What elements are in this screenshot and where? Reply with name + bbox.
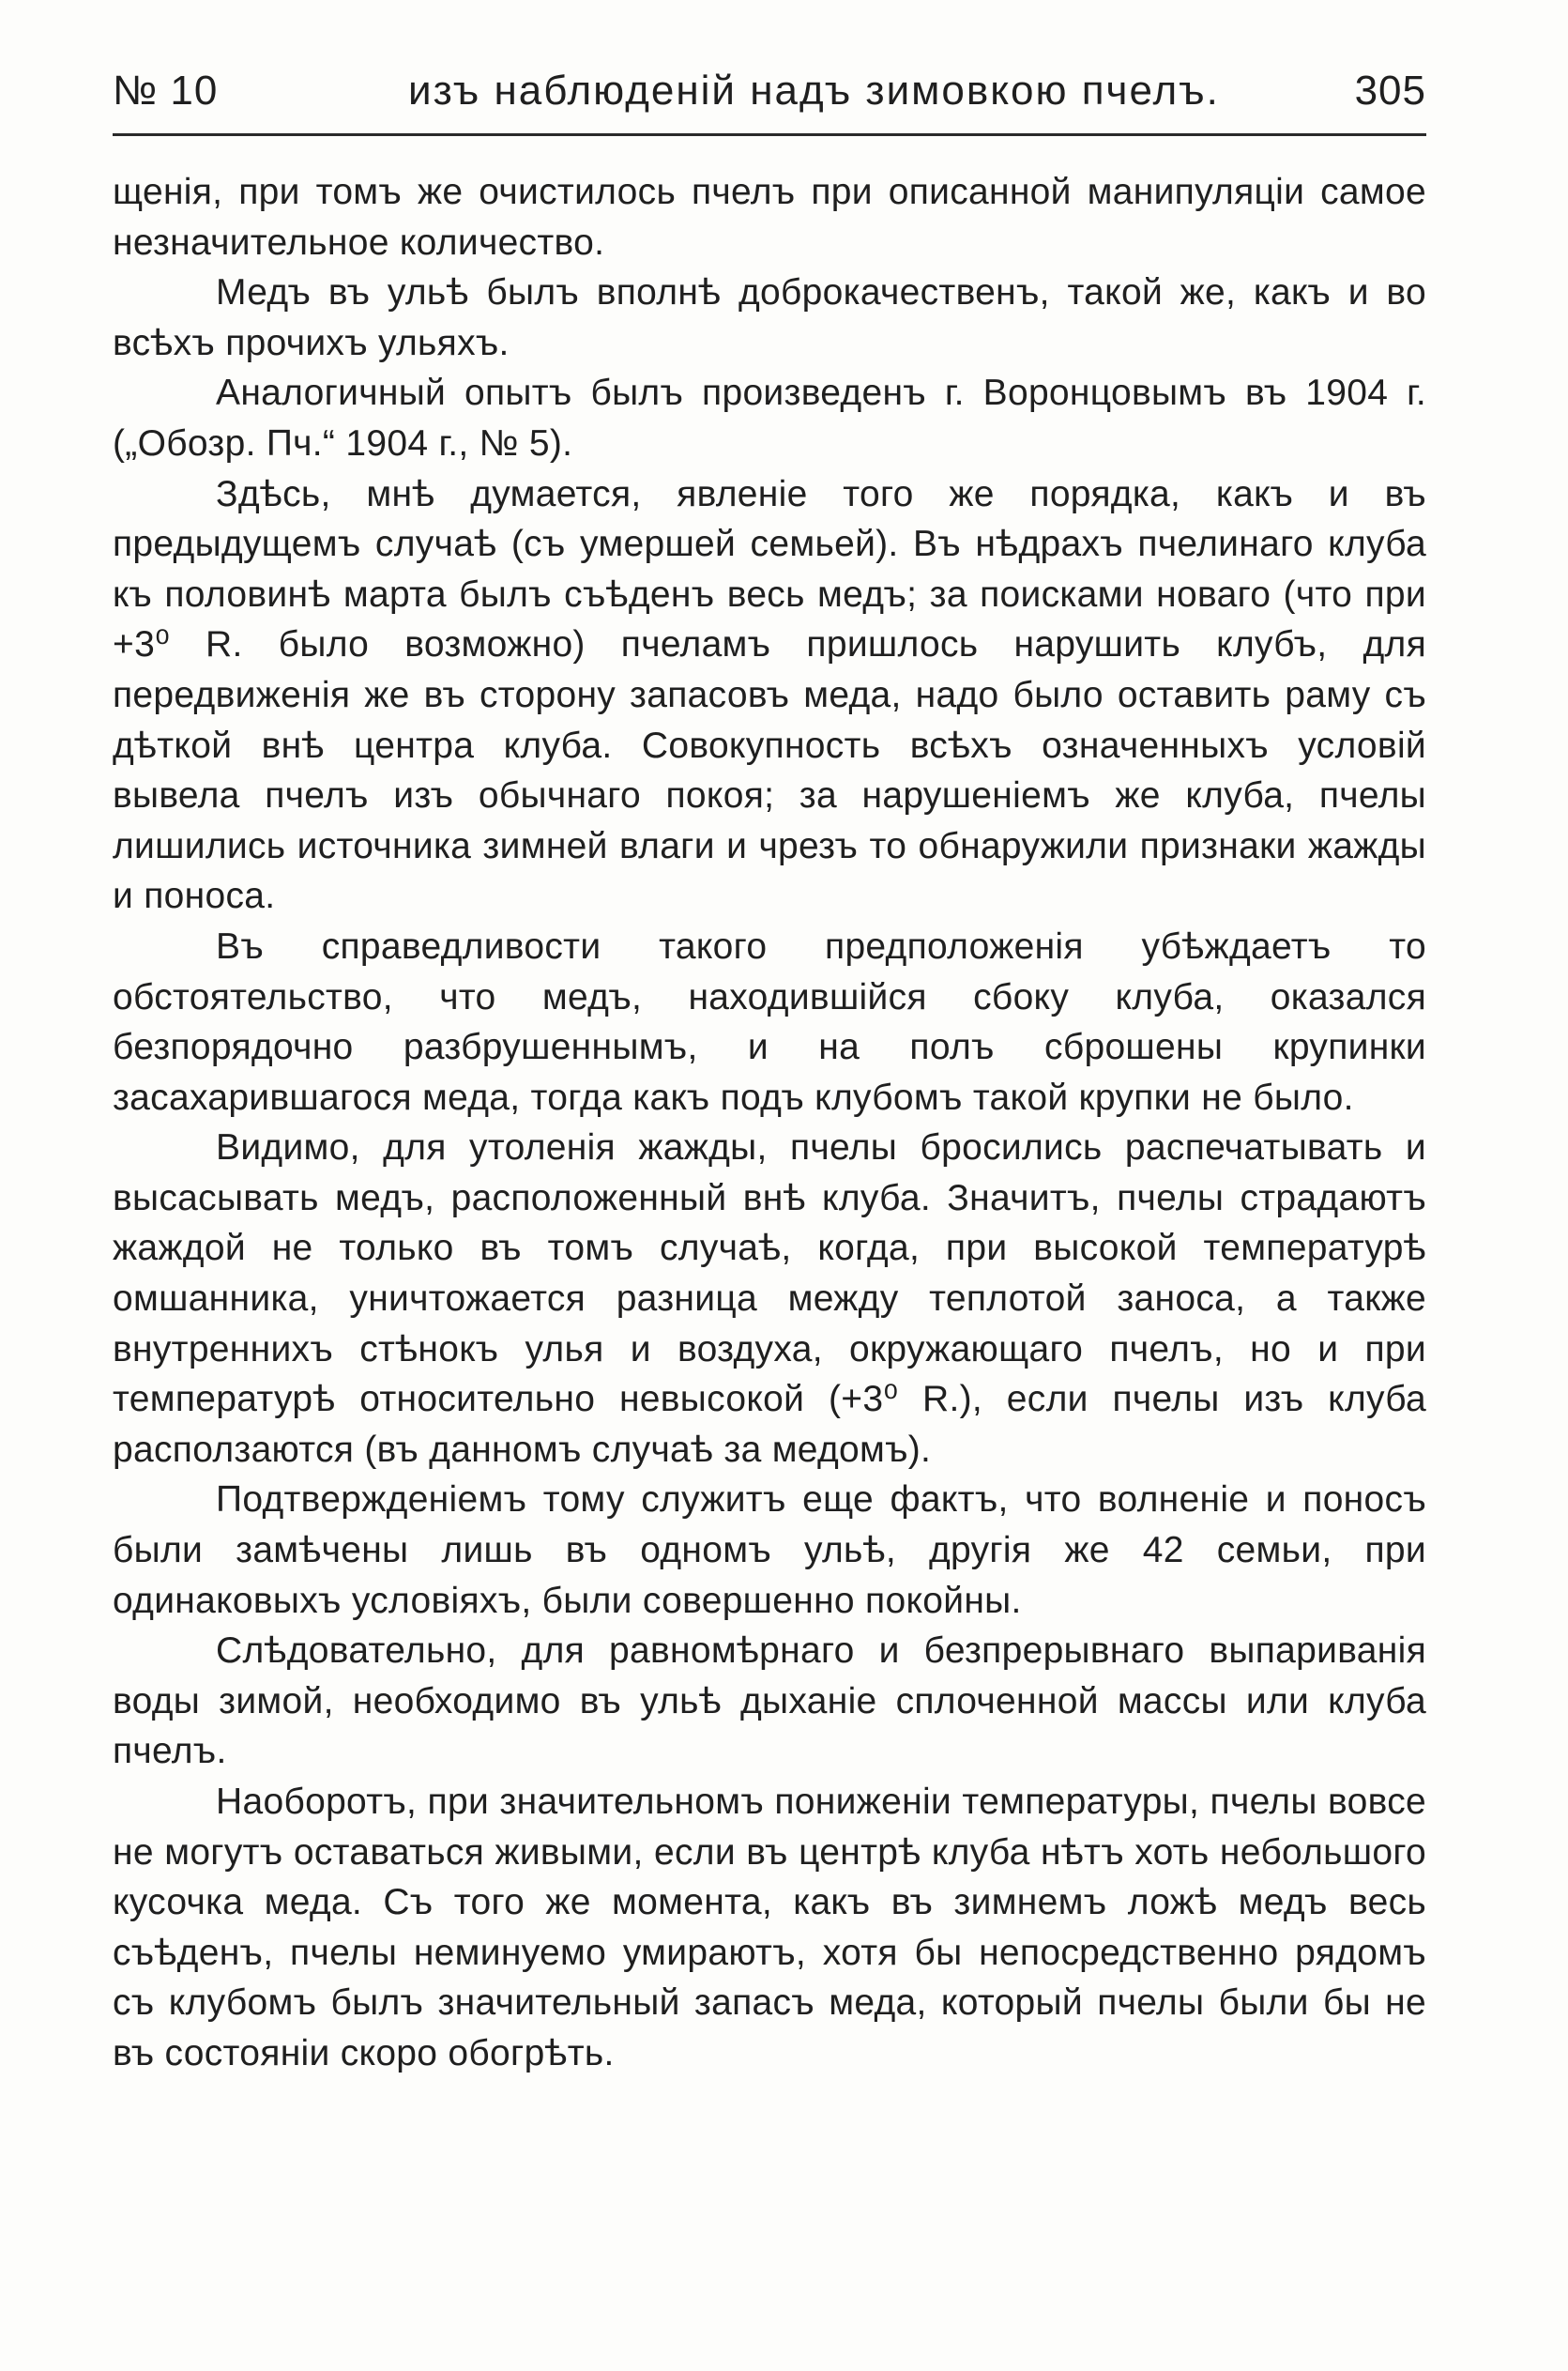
paragraph: Въ справедливости такого предположенія убѣждаетъ то обстоятельство, что медъ, находившійся сбоку клуба, оказался безпорядочно разбрушеннымъ, и на полъ сброшены крупинки засахарившагося меда, тогда какъ подъ клубомъ такой крупки не было. <box>113 925 1426 1118</box>
paragraph-continuation: щенія, при томъ же очистилось пчелъ при описанной манипуляціи самое незначительное количество. <box>113 172 1426 263</box>
paragraph: Видимо, для утоленія жажды, пчелы бросились распечатывать и высасывать медъ, расположенный внѣ клуба. Значитъ, пчелы страдаютъ жаждой не только въ томъ случаѣ, когда, при высокой температурѣ омшанника, уничтожается разница между теплотой заноса, а также внутреннихъ стѣнокъ улья и воздуха, окружающаго пчелъ, но и при температурѣ относительно невысокой (+3⁰ R.), если пчелы изъ клуба расползаются (въ данномъ случаѣ за медомъ). <box>113 1127 1426 1470</box>
body-text <box>113 167 1426 2079</box>
issue-number: № 10 <box>113 68 219 114</box>
paragraph: Наоборотъ, при значительномъ пониженіи температуры, пчелы вовсе не могутъ оставаться живыми, если въ центрѣ клуба нѣтъ хоть небольшого кусочка меда. Съ того же момента, какъ въ зимнемъ ложѣ медъ весь съѣденъ, пчелы неминуемо умираютъ, хотя бы непосредственно рядомъ съ клубомъ былъ значительный запасъ меда, который пчелы были бы не въ состояніи скоро обогрѣть. <box>113 1782 1426 2073</box>
header-rule <box>113 133 1426 136</box>
paragraph: Слѣдовательно, для равномѣрнаго и безпрерывнаго выпариванія воды зимой, необходимо въ ульѣ дыханіе сплоченной массы или клуба пчелъ. <box>113 1630 1426 1772</box>
paragraph: Медъ въ ульѣ былъ вполнѣ доброкачественъ, такой же, какъ и во всѣхъ прочихъ ульяхъ. <box>113 272 1426 363</box>
running-title: изъ наблюденій надъ зимовкою пчелъ. <box>408 68 1220 114</box>
paragraph: Подтвержденіемъ тому служитъ еще фактъ, что волненіе и поносъ были замѣчены лишь въ одномъ ульѣ, другія же 42 семьи, при одинаковыхъ условіяхъ, были совершенно покойны. <box>113 1479 1426 1621</box>
running-header <box>113 68 1426 126</box>
paragraph: Здѣсь, мнѣ думается, явленіе того же порядка, какъ и въ предыдущемъ случаѣ (съ умершей семьей). Въ нѣдрахъ пчелинаго клуба къ половинѣ марта былъ съѣденъ весь медъ; за поисками новаго (что при +3⁰ R. было возможно) пчеламъ пришлось нарушить клубъ, для передвиженія же въ сторону запасовъ меда, надо было оставить раму съ дѣткой внѣ центра клуба. Совокупность всѣхъ означенныхъ условій вывела пчелъ изъ обычнаго покоя; за нарушеніемъ же клуба, пчелы лишились источника зимней влаги и чрезъ то обнаружили признаки жажды и поноса. <box>113 473 1426 917</box>
paragraph: Аналогичный опытъ былъ произведенъ г. Воронцовымъ въ 1904 г. („Обозр. Пч.“ 1904 г., № 5). <box>113 373 1426 464</box>
page-number: 305 <box>1354 68 1426 114</box>
